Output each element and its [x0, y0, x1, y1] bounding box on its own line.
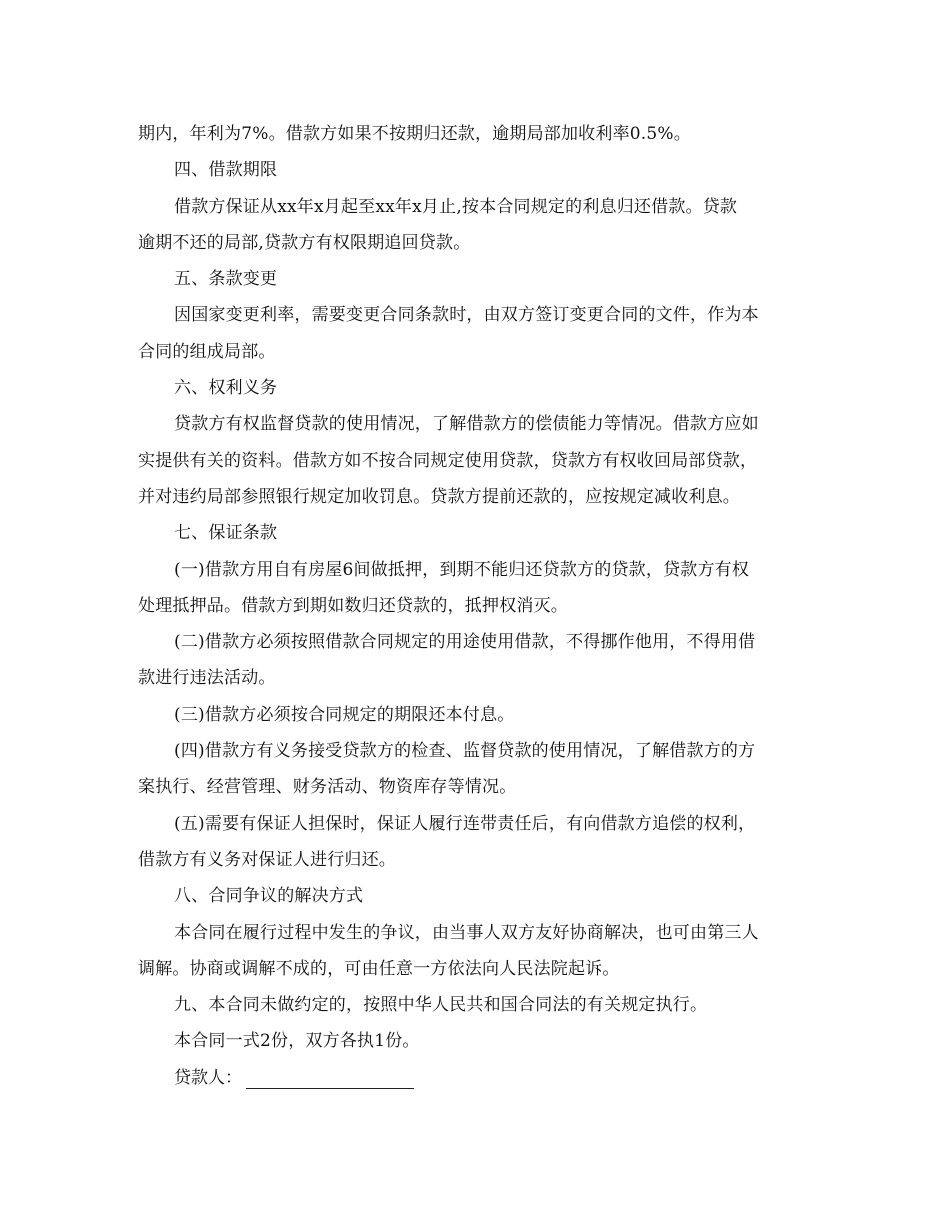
lender-signature-row: [138, 1060, 814, 1096]
lender-label: 贷款人：: [174, 1067, 242, 1088]
paragraph-line: 因国家变更利率，需要变更合同条款时，由双方签订变更合同的文件，作为本: [174, 305, 759, 326]
lender-signature-blank: [246, 1060, 414, 1089]
paragraph-line: 案执行、经营管理、财务活动、物资库存等情况。: [138, 777, 517, 798]
section-heading-guarantee: 七、保证条款: [174, 523, 278, 544]
paragraph-line: (一)借款方用自有房屋6间做抵押，到期不能归还贷款方的贷款，贷款方有权: [174, 559, 750, 580]
paragraph-line: 并对违约局部参照银行规定加收罚息。贷款方提前还款的，应按规定减收利息。: [138, 486, 740, 507]
section-heading-loan-term: 四、借款期限: [174, 160, 278, 181]
paragraph-line: 合同的组成局部。: [138, 341, 276, 362]
paragraph-line: (三)借款方必须按合同规定的期限还本付息。: [174, 704, 515, 725]
paragraph-line: 本合同在履行过程中发生的争议，由当事人双方友好协商解决，也可由第三人: [174, 922, 759, 943]
contract-body: [138, 116, 814, 1096]
section-heading-unspecified-matters: 九、本合同未做约定的，按照中华人民共和国合同法的有关规定执行。: [174, 995, 708, 1016]
paragraph-line: 逾期不还的局部,贷款方有权限期追回贷款。: [138, 232, 471, 253]
paragraph-line: 款进行违法活动。: [138, 668, 276, 689]
paragraph-line: 实提供有关的资料。借款方如不按合同规定使用贷款，贷款方有权收回局部贷款，: [138, 450, 758, 471]
paragraph-line: (二)借款方必须按照借款合同规定的用途使用借款，不得挪作他用，不得用借: [174, 632, 756, 653]
paragraph-line: (五)需要有保证人担保时，保证人履行连带责任后，有向借款方追偿的权利，: [174, 813, 756, 834]
paragraph-line: (四)借款方有义务接受贷款方的检查、监督贷款的使用情况，了解借款方的方: [174, 741, 756, 762]
paragraph-line: 处理抵押品。借款方到期如数归还贷款的，抵押权消灭。: [138, 595, 568, 616]
section-heading-terms-change: 五、条款变更: [174, 269, 278, 290]
paragraph-line: 本合同一式2份，双方各执1份。: [174, 1031, 420, 1052]
paragraph-line: 期内，年利为7%。借款方如果不按期归还款，逾期局部加收利率0.5%。: [138, 124, 691, 144]
section-heading-dispute-resolution: 八、合同争议的解决方式: [174, 886, 364, 907]
section-heading-rights-obligations: 六、权利义务: [174, 378, 278, 399]
paragraph-line: 借款方保证从xx年x月起至xx年x月止,按本合同规定的利息归还借款。贷款: [174, 196, 738, 217]
paragraph-line: 调解。协商或调解不成的，可由任意一方依法向人民法院起诉。: [138, 958, 620, 979]
paragraph-line: 借款方有义务对保证人进行归还。: [138, 849, 396, 870]
paragraph-line: 贷款方有权监督贷款的使用情况，了解借款方的偿债能力等情况。借款方应如: [174, 414, 759, 435]
